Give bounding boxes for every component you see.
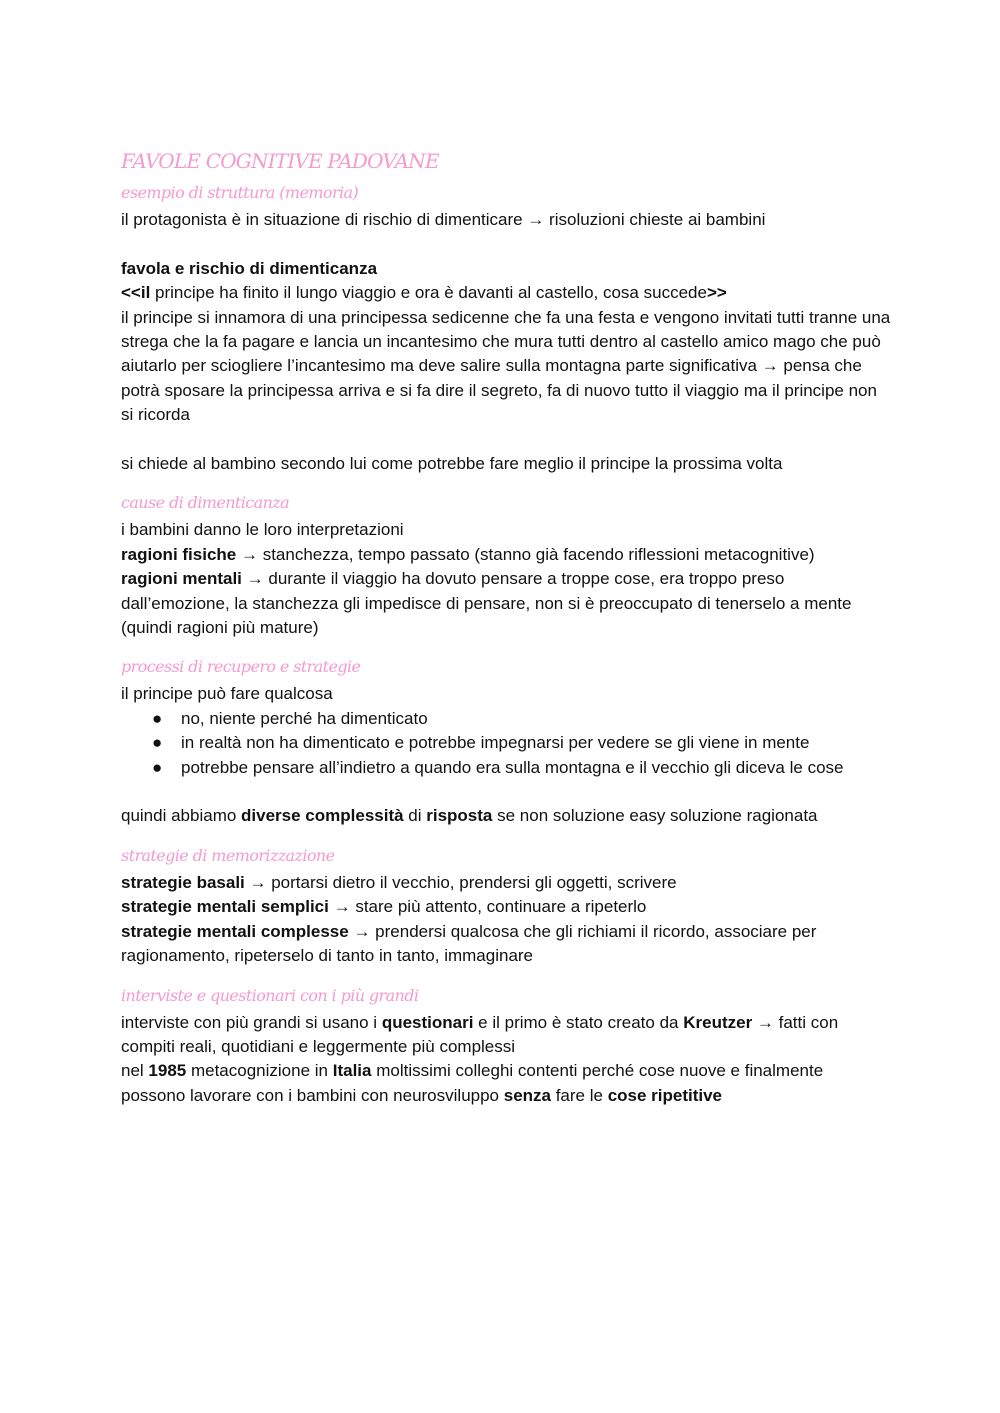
paragraph-principe: il principe può fare qualcosa [121, 684, 333, 704]
paragraph-1985 [121, 1059, 891, 1108]
bold-segment: Italia [332, 1061, 372, 1081]
bold-segment: diverse complessità [241, 806, 404, 826]
section-heading-memorizzazione: strategie di memorizzazione [121, 845, 335, 865]
list-item-text: no, niente perché ha dimenticato [181, 708, 428, 728]
label-ragioni-mentali: ragioni mentali [121, 569, 242, 589]
text-segment: → fatti con compiti reali, quotidiani e leggermente più complessi [121, 1012, 839, 1056]
text-ragioni-fisiche: → stanchezza, tempo passato (stanno già facendo riflessioni metacognitive) [236, 544, 815, 564]
subheading-favola [121, 257, 891, 281]
label-strategie-semplici: strategie mentali semplici [121, 897, 329, 917]
quote-close: >> [706, 283, 727, 303]
list-item-text: potrebbe pensare all’indietro a quando era sulla montagna e il vecchio gli diceva le cose [181, 757, 844, 777]
section-heading-interviste: interviste e questionari con i più grandi [121, 985, 419, 1005]
document-page [121, 146, 891, 1108]
bullet-list [121, 707, 891, 780]
document-title: FAVOLE COGNITIVE PADOVANE [121, 149, 439, 173]
paragraph-strategie-semplici [121, 895, 891, 919]
bold-segment: risposta [426, 806, 493, 826]
text-strategie-semplici: → stare più attento, continuare a ripeterlo [328, 897, 647, 917]
text-segment: fare le [550, 1085, 608, 1105]
bold-segment: Kreutzer [683, 1012, 753, 1032]
paragraph-story: il principe si innamora di una principessa sedicenne che fa una festa e vengono invitati tutti tranne una strega che la fa pagare e lancia un incantesimo che mura tutti dentro al castello amico mago che può aiutarlo per sciogliere l’incantesimo ma deve salire sulla montagna parte significativa → pensa che potrà sposare la principessa arriva e si fa dire il segreto, fa di nuovo tutto il viaggio ma il principe non si ricorda [121, 307, 891, 425]
text-segment: metacognizione in [186, 1061, 333, 1081]
text-segment: interviste con più grandi si usano i [121, 1012, 382, 1032]
paragraph-strategie-complesse [121, 920, 891, 969]
paragraph-strategie-basali [121, 871, 891, 895]
section-heading-recupero: processi di recupero e strategie [121, 657, 361, 677]
text-strategie-complesse: → prendersi qualcosa che gli richiami il ricordo, associare per ragionamento, ripeterselo di tanto in tanto, immaginare [121, 921, 817, 966]
paragraph-questionari [121, 1011, 891, 1060]
label-strategie-basali: strategie basali [121, 872, 245, 892]
bullet-icon: ● [152, 733, 163, 753]
quote-open: <<il [121, 283, 151, 303]
section-heading-cause: cause di dimenticanza [121, 493, 290, 513]
paragraph-intro: il protagonista è in situazione di rischio di dimenticare → risoluzioni chieste ai bambini [121, 210, 766, 229]
bold-segment: senza [503, 1085, 551, 1105]
text-segment: se non soluzione easy soluzione ragionata [492, 806, 818, 826]
section-heading-struttura: esempio di struttura (memoria) [121, 183, 359, 202]
label-ragioni-fisiche: ragioni fisiche [121, 544, 237, 564]
text-strategie-basali: → portarsi dietro il vecchio, prendersi gli oggetti, scrivere [244, 872, 677, 892]
paragraph-complessita [121, 804, 891, 828]
list-item [152, 756, 891, 780]
quote-line [121, 281, 891, 305]
label-strategie-complesse: strategie mentali complesse [121, 921, 349, 941]
bullet-icon: ● [152, 757, 163, 777]
list-item [152, 707, 891, 731]
paragraph-question: si chiede al bambino secondo lui come potrebbe fare meglio il principe la prossima volta [121, 454, 783, 474]
bold-segment: 1985 [148, 1061, 187, 1081]
bold-segment: questionari [381, 1012, 474, 1032]
text-segment: quindi abbiamo [121, 806, 242, 826]
paragraph-ragioni-fisiche [121, 543, 891, 567]
paragraph-ragioni-mentali [121, 567, 891, 640]
text-segment: e il primo è stato creato da [473, 1012, 684, 1032]
paragraph-interpretazioni: i bambini danno le loro interpretazioni [121, 520, 404, 540]
text-segment: di [403, 806, 427, 826]
list-item [152, 731, 891, 755]
bullet-icon: ● [152, 708, 163, 728]
text-segment: nel [121, 1061, 149, 1081]
bold-segment: cose ripetitive [607, 1085, 723, 1105]
subheading-text: favola e rischio di dimenticanza [121, 258, 378, 278]
text-ragioni-mentali: → durante il viaggio ha dovuto pensare a troppe cose, era troppo preso dall’emozione, la stanchezza gli impedisce di pensare, non si è preoccupato di tenerselo a mente (quindi ragioni più mature) [121, 569, 852, 638]
list-item-text: in realtà non ha dimenticato e potrebbe impegnarsi per vedere se gli viene in mente [181, 733, 810, 753]
text-segment: moltissimi colleghi contenti perché cose nuove e finalmente possono lavorare con i bambini con neurosviluppo [121, 1061, 824, 1105]
quote-text: principe ha finito il lungo viaggio e ora è davanti al castello, cosa succede [150, 283, 707, 303]
